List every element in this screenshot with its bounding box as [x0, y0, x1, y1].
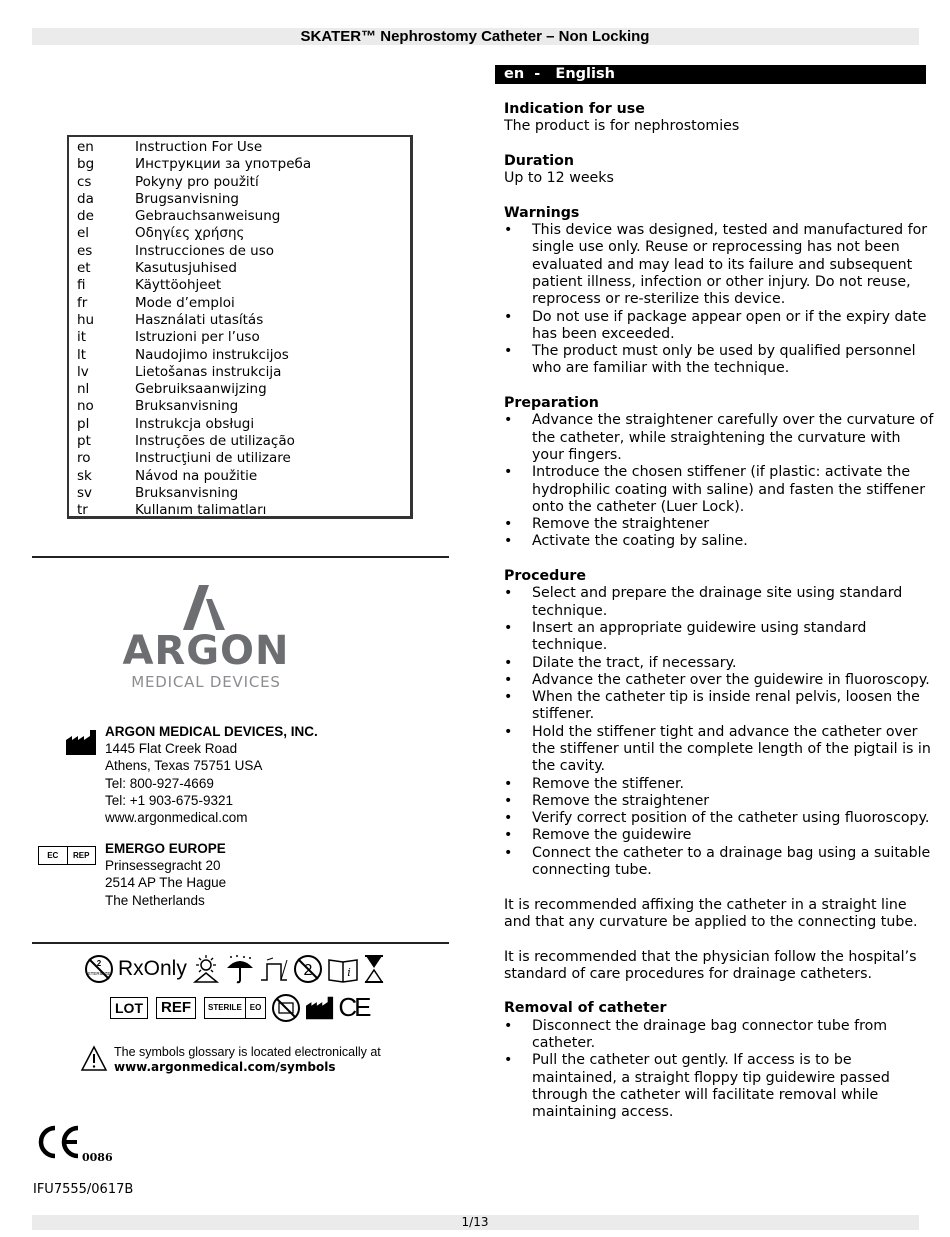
language-name: Gebruiksaanwijzing — [135, 381, 267, 398]
language-row — [69, 243, 410, 260]
ec-rep-address — [105, 840, 226, 909]
removal-title: Removal of catheter — [504, 1000, 667, 1017]
language-name: Bruksanvisning — [135, 484, 239, 501]
language-name: Istruzioni per l’uso — [135, 329, 260, 346]
do-not-reuse-icon — [293, 954, 323, 984]
language-code: pl — [77, 415, 90, 432]
consult-instructions-icon — [327, 954, 359, 984]
language-code: hu — [77, 311, 95, 328]
language-name: Instrukcja obsługi — [135, 415, 255, 432]
svg-text:2: 2 — [96, 959, 102, 968]
language-table — [67, 135, 413, 519]
instructions-content — [504, 101, 934, 1122]
indication-text: The product is for nephrostomies — [504, 118, 740, 135]
language-name: Инструкции за употреба — [135, 156, 312, 173]
list-item: • Activate the coating by saline. — [504, 533, 934, 550]
ec-rep-name: EMERGO EUROPE — [105, 841, 226, 856]
language-name: Mode d’emploi — [135, 294, 235, 311]
manufacturer-name: ARGON MEDICAL DEVICES, INC. — [105, 724, 318, 739]
language-code: tr — [77, 502, 88, 519]
list-item: • Insert an appropriate guidewire using standard technique. — [504, 620, 934, 655]
ec-label: EC — [47, 851, 59, 860]
language-code: de — [77, 208, 94, 225]
sterilize-text: STERILIZE — [87, 971, 111, 976]
language-name: Bruksanvisning — [135, 398, 239, 415]
language-row — [69, 277, 410, 294]
notified-body-number: 0086 — [82, 1151, 113, 1164]
language-name: Pokyny pro použití — [135, 173, 259, 190]
warning-icon — [80, 1045, 108, 1072]
list-item: • Pull the catheter out gently. If access is to be maintained, a straight floppy tip guidewire passed through the catheter will facilitate removal while maintaining access. — [504, 1052, 934, 1121]
language-code: sk — [77, 467, 92, 484]
list-item: • Advance the straightener carefully over the curvature of the catheter, while straightening the curvature with your fingers. — [504, 412, 934, 464]
manufacturer-small-icon — [306, 996, 334, 1020]
language-name: Instrucciones de uso — [135, 242, 275, 259]
language-name: Οδηγίες χρήσης — [135, 225, 245, 242]
language-name: Instruções de utilização — [135, 433, 295, 450]
ec-rep-city: 2514 AP The Hague — [105, 875, 227, 891]
manufacturer-phone: Tel: 800-927-4669 — [105, 775, 214, 791]
language-row — [69, 502, 410, 519]
list-item: • Select and prepare the drainage site using standard technique. — [504, 585, 934, 620]
keep-away-from-sunlight-icon — [191, 954, 221, 984]
glossary-link[interactable]: www.argonmedical.com/symbols — [114, 1060, 336, 1074]
duration-text: Up to 12 weeks — [504, 170, 614, 187]
language-row — [69, 381, 410, 398]
list-item: • Verify correct position of the catheter using fluoroscopy. — [504, 810, 934, 827]
language-code: nl — [77, 381, 90, 398]
procedure-list — [504, 585, 934, 879]
list-item: • Advance the catheter over the guidewire in fluoroscopy. — [504, 672, 934, 689]
language-row — [69, 364, 410, 381]
indication-title: Indication for use — [504, 101, 645, 117]
list-item: • Disconnect the drainage bag connector tube from catheter. — [504, 1018, 934, 1053]
language-heading: en - English — [495, 65, 926, 84]
list-item: • Remove the straightener — [504, 516, 934, 533]
list-item: • This device was designed, tested and manufactured for single use only. Reuse or reprocessing has not been evaluated and may lead to its failure and subsequent patient illness, infection or other injury. Do not reuse, reprocess or re-sterilize this device. — [504, 222, 934, 308]
list-item: • Do not use if package appear open or if the expiry date has been exceeded. — [504, 309, 934, 344]
preparation-title: Preparation — [504, 395, 599, 412]
symbols-glossary — [114, 1045, 381, 1075]
logo-subtitle: MEDICAL DEVICES — [131, 673, 281, 691]
language-name: Kasutusjuhised — [135, 260, 237, 277]
preparation-list — [504, 412, 934, 550]
ref-symbol: REF — [156, 997, 196, 1019]
argon-logo-icon — [181, 585, 231, 630]
manufacturer-icon — [66, 730, 97, 755]
language-code: lv — [77, 363, 89, 380]
language-row — [69, 347, 410, 364]
eo-label: EO — [249, 1003, 262, 1012]
language-name: Lietošanas instrukcija — [135, 363, 282, 380]
list-item: • Introduce the chosen stiffener (if plastic: activate the hydrophilic coating with saline) and fasten the stiffener onto the catheter (Luer Lock). — [504, 464, 934, 516]
note-standard-care: It is recommended that the physician follow the hospital’s standard of care procedures for drainage catheters. — [504, 948, 917, 982]
do-not-use-if-damaged-icon — [270, 993, 302, 1023]
temperature-limit-icon — [259, 954, 289, 984]
language-code: bg — [77, 156, 95, 173]
list-item: • Connect the catheter to a drainage bag using a suitable connecting tube. — [504, 845, 934, 880]
glossary-text: The symbols glossary is located electronically at — [114, 1045, 381, 1059]
language-row — [69, 295, 410, 312]
list-item: • When the catheter tip is inside renal pelvis, loosen the stiffener. — [504, 689, 934, 724]
language-code: cs — [77, 173, 92, 190]
language-row — [69, 174, 410, 191]
language-name: Návod na použitie — [135, 467, 258, 484]
symbols-row-2 — [110, 992, 368, 1023]
language-code: ro — [77, 450, 91, 467]
note-affixing: It is recommended affixing the catheter in a straight line and that any curvature be applied to the connecting tube. — [504, 896, 918, 930]
list-item: • Remove the guidewire — [504, 827, 934, 844]
language-code: sv — [77, 484, 93, 501]
language-name: Instruction For Use — [135, 139, 263, 155]
language-row — [69, 450, 410, 467]
language-code: lt — [77, 346, 87, 363]
language-row — [69, 208, 410, 225]
list-item: • Remove the straightener — [504, 793, 934, 810]
symbols-row-1 — [84, 954, 385, 984]
ce-mark-icon — [36, 1124, 82, 1160]
rep-label: REP — [67, 847, 96, 864]
removal-list — [504, 1018, 934, 1122]
document-title: SKATER™ Nephrostomy Catheter – Non Locking — [300, 28, 650, 45]
list-item: • Dilate the tract, if necessary. — [504, 655, 934, 672]
svg-text:i: i — [347, 966, 351, 979]
page-number: 1/13 — [461, 1215, 489, 1229]
language-code: fr — [77, 294, 88, 311]
language-row — [69, 433, 410, 450]
language-row — [69, 260, 410, 277]
logo-name: ARGON — [122, 628, 290, 674]
language-code: fi — [77, 277, 86, 294]
language-name: Gebrauchsanweisung — [135, 208, 281, 225]
list-item: • Hold the stiffener tight and advance the catheter over the stiffener until the complete length of the pigtail is in the cavity. — [504, 724, 934, 776]
ifu-code: IFU7555/0617B — [33, 1182, 134, 1197]
language-code: es — [77, 242, 93, 259]
language-name: Naudojimo instrukcijos — [135, 346, 289, 363]
language-row — [69, 416, 410, 433]
language-code: no — [77, 398, 94, 415]
language-code: el — [77, 225, 90, 242]
rx-only-label: RxOnly — [118, 957, 187, 980]
use-by-date-icon — [363, 954, 385, 984]
duration-title: Duration — [504, 152, 574, 169]
manufacturer-street: 1445 Flat Creek Road — [105, 741, 238, 757]
manufacturer-city: Athens, Texas 75751 USA — [105, 758, 263, 774]
language-name: Használati utasítás — [135, 311, 264, 328]
language-code: et — [77, 260, 91, 277]
language-name: Instrucţiuni de utilizare — [135, 450, 291, 467]
ec-rep-country: The Netherlands — [105, 892, 205, 908]
language-code: da — [77, 190, 94, 207]
ce-mark-small: CE — [338, 992, 369, 1022]
language-code: en — [77, 139, 94, 155]
language-row — [69, 468, 410, 485]
divider — [32, 556, 449, 558]
language-row — [69, 312, 410, 329]
language-row — [69, 485, 410, 502]
svg-text:2: 2 — [303, 962, 313, 979]
sterile-label: STERILE — [205, 998, 246, 1018]
language-row — [69, 329, 410, 346]
ec-rep-symbol — [38, 846, 96, 865]
warnings-title: Warnings — [504, 204, 580, 221]
language-row — [69, 225, 410, 242]
list-item: • Remove the stiffener. — [504, 776, 934, 793]
do-not-resterilize-icon — [84, 954, 114, 984]
language-row — [69, 191, 410, 208]
language-name: Brugsanvisning — [135, 190, 240, 207]
list-item: • The product must only be used by qualified personnel who are familiar with the technique. — [504, 343, 934, 378]
manufacturer-phone-intl: Tel: +1 903-675-9321 — [105, 792, 233, 808]
manufacturer-website: www.argonmedical.com — [105, 810, 248, 826]
divider — [32, 942, 449, 944]
language-name: Käyttöohjeet — [135, 277, 222, 294]
warnings-list — [504, 222, 934, 378]
language-code: it — [77, 329, 87, 346]
language-code: pt — [77, 433, 91, 450]
sterile-eo-symbol — [204, 997, 266, 1019]
language-row — [69, 156, 410, 173]
language-row — [69, 139, 410, 156]
language-row — [69, 398, 410, 415]
manufacturer-address — [105, 723, 318, 826]
language-name: Kullanım talimatları — [135, 502, 267, 519]
procedure-title: Procedure — [504, 568, 587, 585]
lot-symbol: LOT — [110, 997, 148, 1019]
keep-dry-icon — [225, 954, 255, 984]
ec-rep-street: Prinsessegracht 20 — [105, 858, 221, 874]
